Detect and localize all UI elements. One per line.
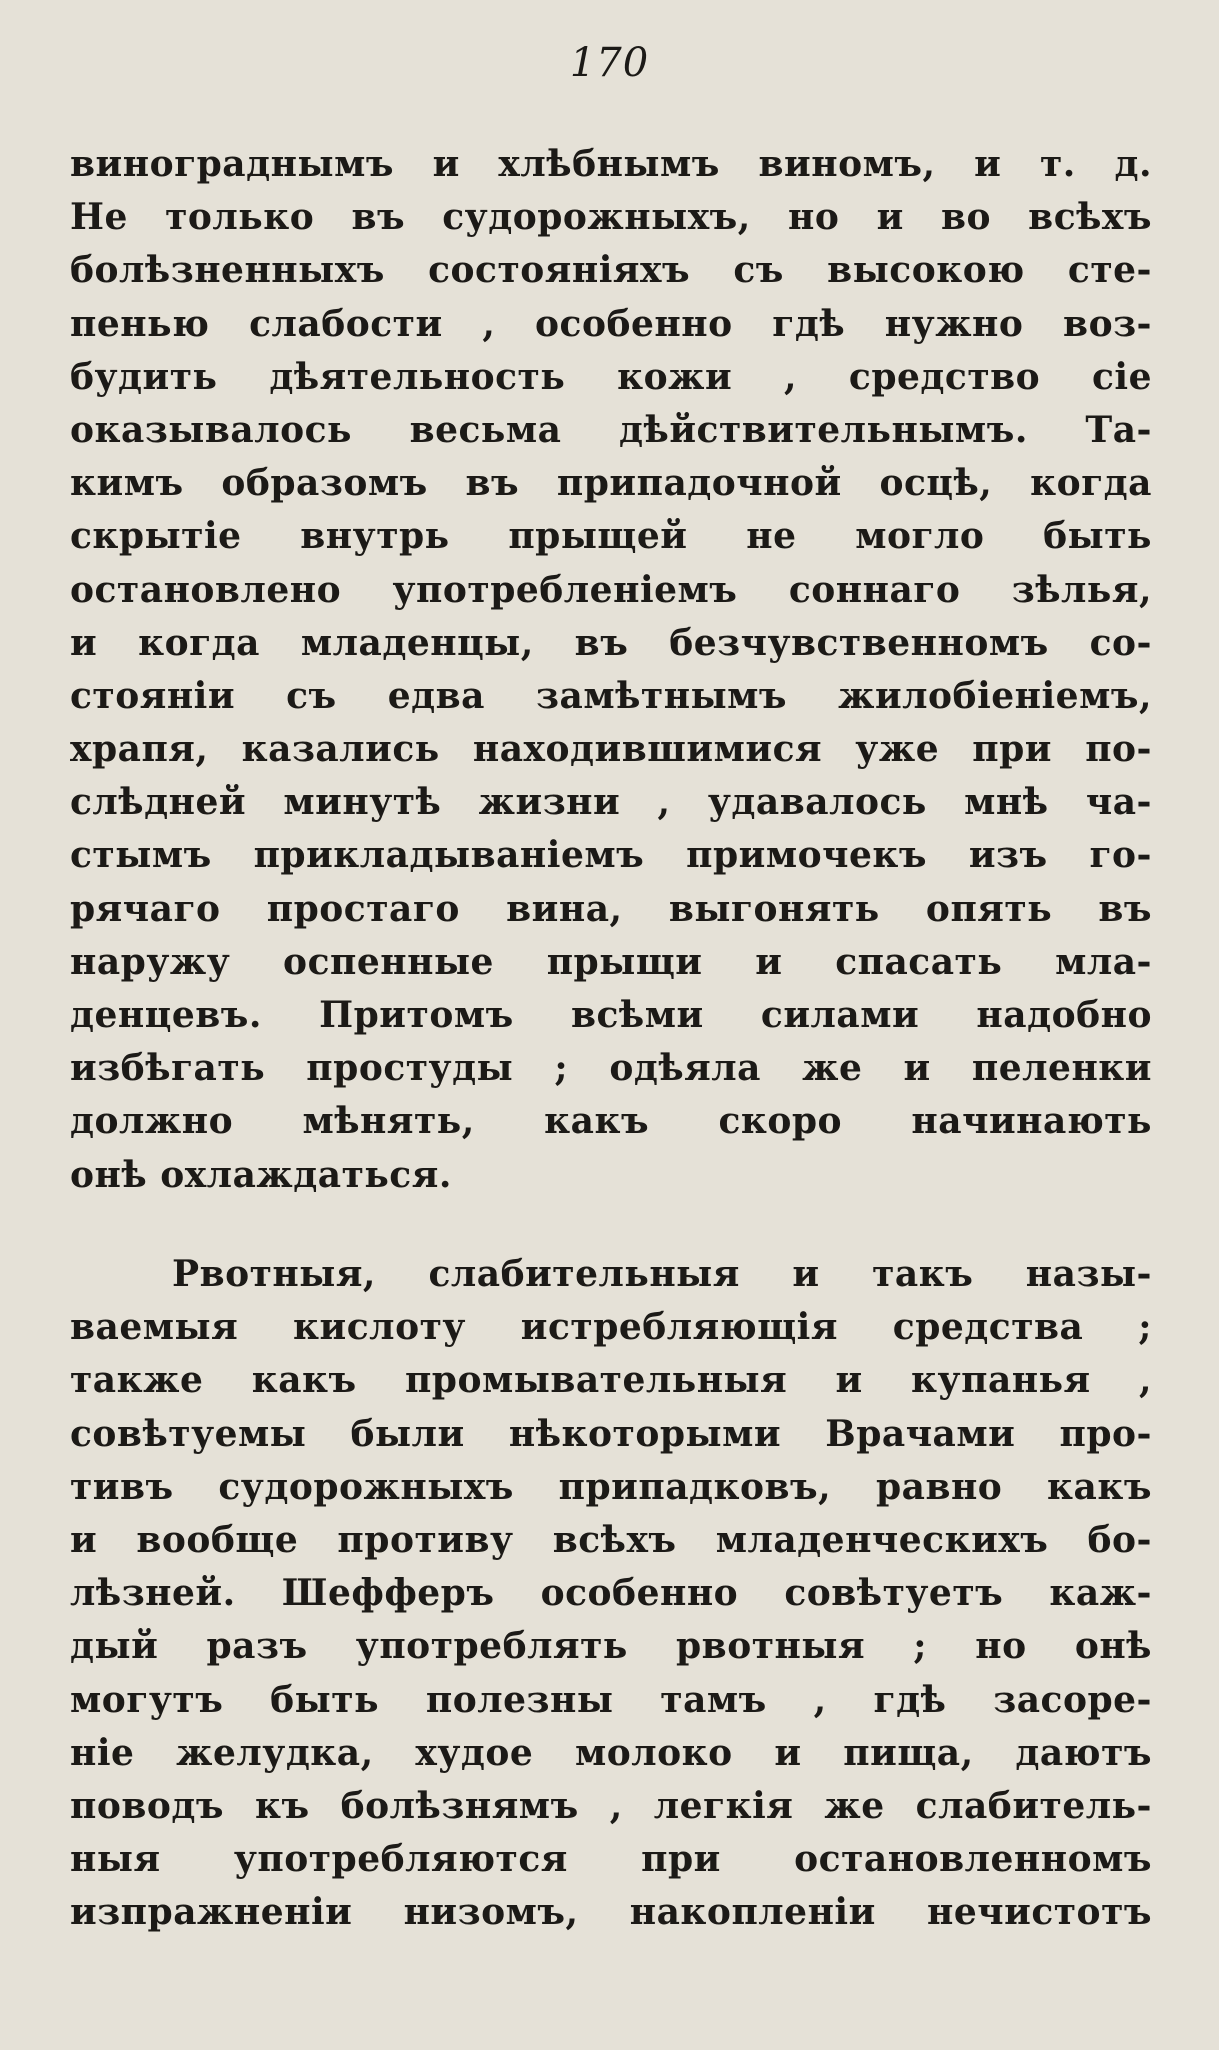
text-line: должно мѣнять, какъ скоро начинають xyxy=(70,1100,1152,1143)
text-line: наружу оспенные прыщи и спасать мла- xyxy=(70,940,1152,983)
text-line: остановлено употребленіемъ соннаго зѣлья, xyxy=(70,568,1152,611)
text-line: скрытіе внутрь прыщей не могло быть xyxy=(70,515,1152,558)
text-line: рячаго простаго вина, выгонять опять въ xyxy=(70,887,1152,930)
text-line: пенью слабости , особенно гдѣ нужно воз- xyxy=(70,302,1152,345)
text-line: поводъ къ болѣзнямъ , легкія же слабитель- xyxy=(70,1784,1152,1827)
text-line: кимъ образомъ въ припадочной осцѣ, когда xyxy=(70,462,1152,505)
text-line: оказывалось весьма дѣйствительнымъ. Та- xyxy=(70,408,1152,451)
text-line: совѣтуемы были нѣкоторыми Врачами про- xyxy=(70,1412,1152,1455)
text-line: стояніи съ едва замѣтнымъ жилобіеніемъ, xyxy=(70,674,1152,717)
text-line: болѣзненныхъ состояніяхъ съ высокою сте- xyxy=(70,249,1152,292)
paragraph-1 xyxy=(70,138,1152,1202)
text-line: ныя употребляются при остановленномъ xyxy=(70,1838,1152,1881)
text-line: дый разъ употреблять рвотныя ; но онѣ xyxy=(70,1625,1152,1668)
text-line: винограднымъ и хлѣбнымъ виномъ, и т. д. xyxy=(70,143,1152,185)
text-line: онѣ охлаждаться. xyxy=(70,1153,452,1196)
text-line: и вообще противу всѣхъ младенческихъ бо- xyxy=(70,1518,1152,1561)
text-line: ніе желудка, худое молоко и пища, даютъ xyxy=(70,1731,1152,1774)
page-number: 170 xyxy=(569,40,650,86)
text-line: стымъ прикладываніемъ примочекъ изъ го- xyxy=(70,834,1152,877)
text-line: также какъ промывательныя и купанья , xyxy=(70,1359,1152,1402)
text-line: ваемыя кислоту истребляющія средства ; xyxy=(70,1306,1152,1349)
text-line: Рвотныя, слабительныя и такъ назы- xyxy=(172,1253,1152,1295)
text-line: могутъ быть полезны тамъ , гдѣ засоре- xyxy=(70,1678,1152,1721)
text-line: избѣгать простуды ; одѣяла же и пеленки xyxy=(70,1047,1152,1090)
text-line: Не только въ судорожныхъ, но и во всѣхъ xyxy=(70,196,1152,239)
text-line: тивъ судорожныхъ припадковъ, равно какъ xyxy=(70,1465,1152,1508)
text-line: денцевъ. Притомъ всѣми силами надобно xyxy=(70,994,1152,1036)
text-line: будить дѣятельность кожи , средство сіе xyxy=(70,355,1152,398)
text-line: и когда младенцы, въ безчувственномъ со- xyxy=(70,621,1152,664)
text-line: храпя, казались находившимися уже при по- xyxy=(70,728,1152,771)
paragraph-2 xyxy=(70,1248,1152,1939)
text-line: лѣзней. Шефферъ особенно совѣтуетъ каж- xyxy=(70,1572,1152,1615)
text-line: слѣдней минутѣ жизни , удавалось мнѣ ча- xyxy=(70,781,1152,824)
text-line: изпражненіи низомъ, накопленіи нечистотъ xyxy=(70,1891,1152,1934)
